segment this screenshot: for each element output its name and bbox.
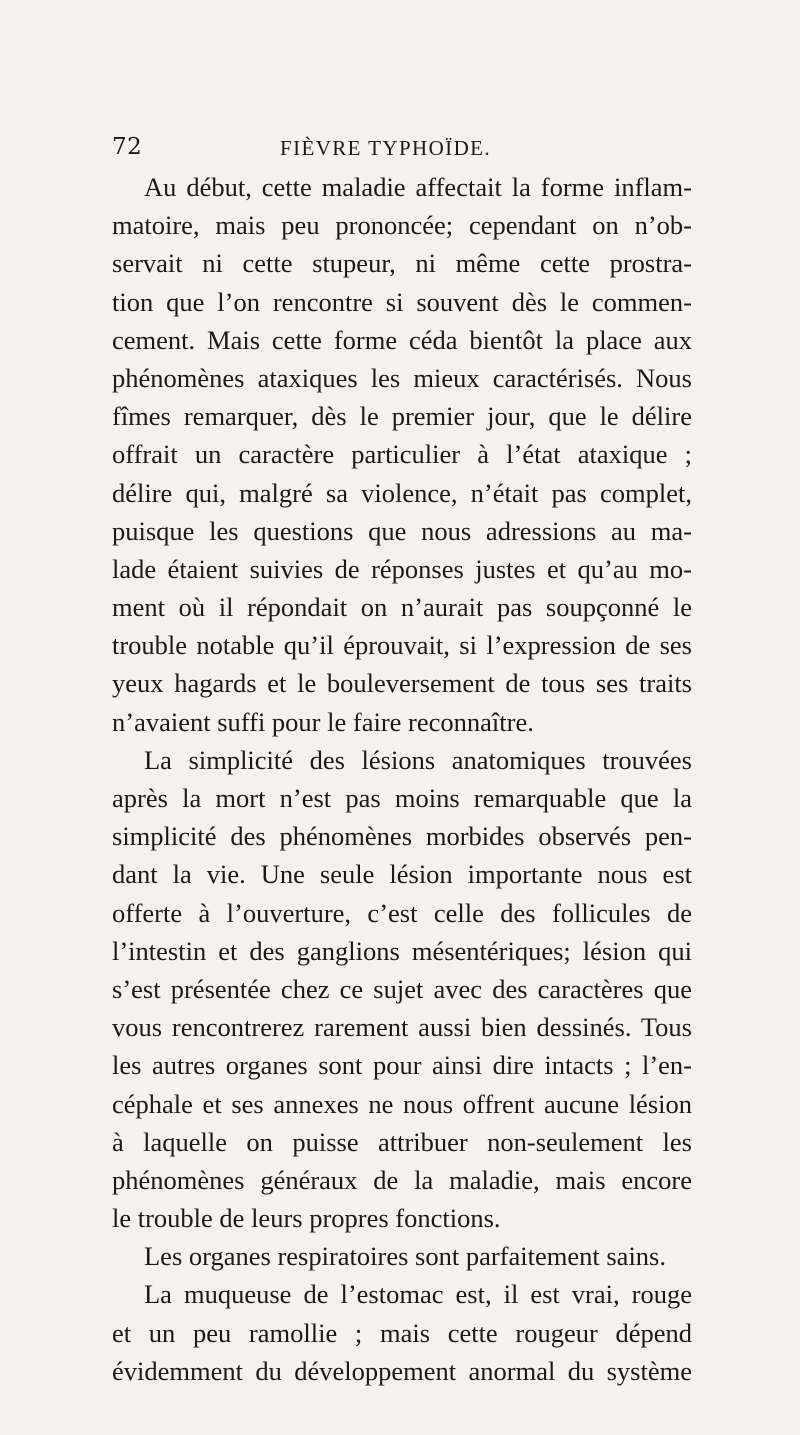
text-line: le trouble de leurs propres fonctions. <box>112 1203 501 1234</box>
text-line: trouble notable qu’il éprouvait, si l’expression de ses <box>112 630 692 661</box>
text-line: fîmes remarquer, dès le premier jour, que le délire <box>112 401 692 432</box>
text-line: ment où il répondait on n’aurait pas soupçonné le <box>112 592 692 623</box>
text-line: s’est présentée chez ce sujet avec des caractères que <box>112 973 692 1004</box>
text-line: et un peu ramollie ; mais cette rougeur dépend <box>112 1317 692 1348</box>
text-line: phénomènes généraux de la maladie, mais encore <box>112 1164 692 1195</box>
text-line: phénomènes ataxiques les mieux caractérisés. Nous <box>112 362 692 393</box>
text-line: dant la vie. Une seule lésion importante nous est <box>112 859 692 890</box>
text-line: tion que l’on rencontre si souvent dès le commen- <box>112 286 692 317</box>
text-line: les autres organes sont pour ainsi dire intacts ; l’en- <box>112 1050 692 1081</box>
body-text <box>112 168 692 1390</box>
text-line: délire qui, malgré sa violence, n’était pas complet, <box>112 477 692 508</box>
text-line: simplicité des phénomènes morbides observés pen- <box>112 821 692 852</box>
text-line: matoire, mais peu prononcée; cependant on n’ob- <box>112 210 692 241</box>
text-line: La simplicité des lésions anatomiques trouvées <box>144 744 692 775</box>
text-line: offrait un caractère particulier à l’état ataxique ; <box>112 439 692 470</box>
text-line: n’avaient suffi pour le faire reconnaître. <box>112 706 534 737</box>
text-line: yeux hagards et le bouleversement de tous ses traits <box>112 668 692 699</box>
text-line: servait ni cette stupeur, ni même cette prostra- <box>112 248 692 279</box>
text-line: céphale et ses annexes ne nous offrent aucune lésion <box>112 1088 692 1119</box>
text-line: lade étaient suivies de réponses justes et qu’au mo- <box>112 553 692 584</box>
text-line: l’intestin et des ganglions mésentériques; lésion qui <box>112 935 692 966</box>
page-number: 72 <box>112 134 143 160</box>
text-line: puisque les questions que nous adressions au ma- <box>112 515 692 546</box>
text-line: Au début, cette maladie affectait la forme inflam- <box>144 172 692 202</box>
text-line: évidemment du développement anormal du système <box>112 1355 692 1386</box>
text-line: vous rencontrerez rarement aussi bien dessinés. Tous <box>112 1012 692 1043</box>
text-line: à laquelle on puisse attribuer non-seulement les <box>112 1126 692 1157</box>
page-header <box>112 134 672 168</box>
text-line: La muqueuse de l’estomac est, il est vrai, rouge <box>144 1279 692 1310</box>
text-line: après la mort n’est pas moins remarquable que la <box>112 783 692 813</box>
text-line: Les organes respiratoires sont parfaitement sains. <box>144 1241 666 1272</box>
running-title: FIÈVRE TYPHOÏDE. <box>280 136 492 160</box>
text-line: offerte à l’ouverture, c’est celle des follicules de <box>112 897 692 928</box>
text-line: cement. Mais cette forme céda bientôt la place aux <box>112 324 692 355</box>
